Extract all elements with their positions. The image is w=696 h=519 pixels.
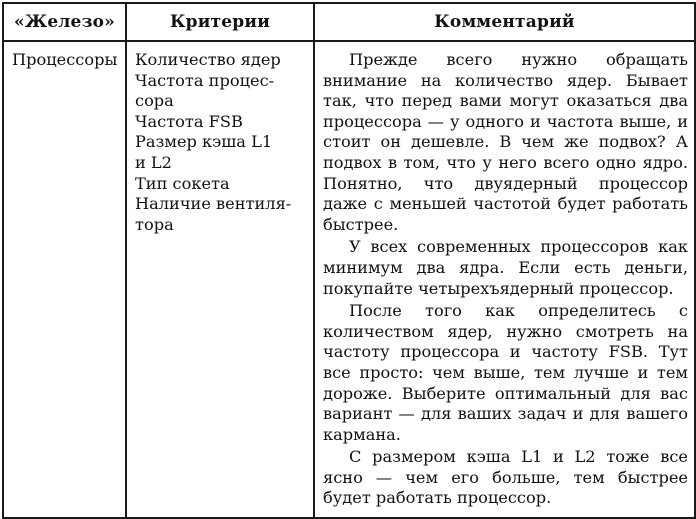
- table-header-row: [3, 3, 695, 41]
- comment-paragraph: С размером кэша L1 и L2 тоже все ясно — чем его больше, тем быстрее будет работать процессор.: [323, 447, 688, 508]
- criteria-item: Тип сокета: [135, 173, 230, 193]
- comment-paragraph: Прежде всего нужно обращать внимание на количество ядер. Бывает так, что перед вами могут оказаться два процессора — у одного и частота выше, и стоит он дешевле. В чем же подвох? А подвох в том, что у него всего одно ядро. Понятно, что двуядерный процессор даже с меньшей частотой будет работать быстрее.: [323, 50, 688, 234]
- header-criteria: Критерии: [126, 3, 314, 41]
- comment-paragraph: После того как определитесь с количеством ядер, нужно смотреть на частоту процессора и частоту FSB. Тут все просто: чем выше, тем лучше и тем дороже. Выберите оптимальный для вас вариант — для ваших задач и для вашего кармана.: [323, 301, 688, 444]
- cell-criteria: [126, 41, 314, 518]
- criteria-list: [135, 50, 307, 235]
- criteria-item: Частота процес- сора: [135, 70, 275, 111]
- header-hardware: «Железо»: [3, 3, 126, 41]
- criteria-item: Наличие вентиля- тора: [135, 194, 292, 234]
- header-comment: Комментарий: [314, 3, 695, 41]
- cell-comment: [314, 41, 695, 518]
- table-row: [3, 41, 695, 518]
- hardware-table: [2, 2, 696, 519]
- criteria-item: Количество ядер: [135, 50, 281, 69]
- criteria-item: Размер кэша L1 и L2: [135, 132, 273, 172]
- criteria-item: Частота FSB: [135, 111, 243, 131]
- cell-hardware: Процессоры: [3, 41, 126, 518]
- comment-paragraph: У всех современных процессоров как минимум два ядра. Если есть деньги, покупайте четырехъядерный процессор.: [323, 237, 688, 298]
